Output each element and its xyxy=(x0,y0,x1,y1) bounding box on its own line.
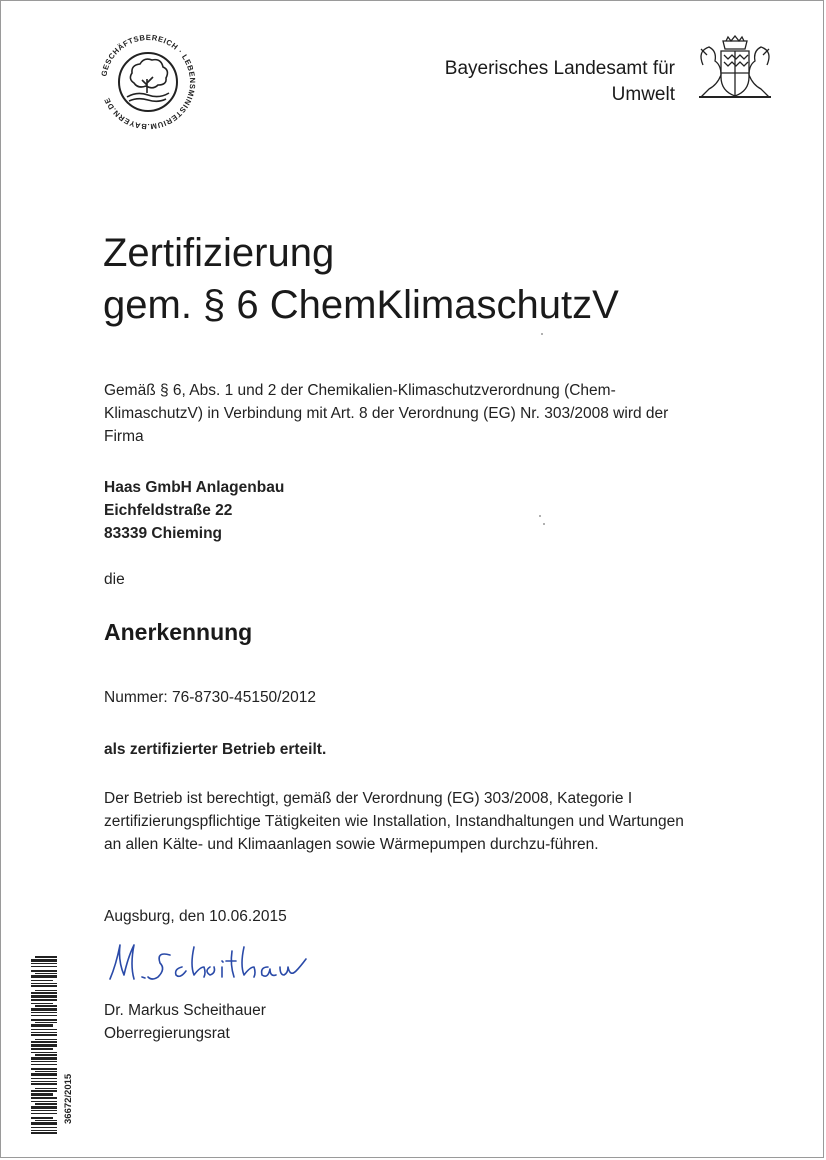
barcode-bar xyxy=(35,1005,57,1007)
barcode-bar xyxy=(31,1019,57,1021)
scan-speck xyxy=(539,515,541,517)
barcode-bar xyxy=(35,956,57,958)
barcode-number: 36672/2015 xyxy=(63,1073,74,1124)
barcode-bar xyxy=(31,995,57,998)
barcode-bar xyxy=(31,980,53,981)
barcode-bar xyxy=(31,1041,57,1043)
barcode-bar xyxy=(31,1081,57,1082)
barcode-bar xyxy=(31,1073,57,1076)
handwritten-signature xyxy=(98,933,308,993)
authority-name xyxy=(445,56,675,108)
barcode-bar xyxy=(35,1120,57,1121)
barcode-bar xyxy=(31,1052,57,1053)
place-and-date: Augsburg, den 10.06.2015 xyxy=(104,908,287,925)
barcode-bar xyxy=(35,973,57,974)
barcode-bar xyxy=(35,990,57,991)
barcode-bar xyxy=(31,966,57,967)
barcode-bar xyxy=(31,1044,57,1047)
barcode-bar xyxy=(35,1088,57,1089)
barcode-bar xyxy=(31,1097,57,1099)
barcode-bar xyxy=(31,1106,57,1109)
barcode-bar xyxy=(31,1101,57,1102)
barcode-bar xyxy=(35,1039,57,1040)
scan-speck xyxy=(543,523,545,525)
title-line-2: gem. § 6 ChemKlimaschutzV xyxy=(103,283,619,327)
company-city: 83339 Chieming xyxy=(104,525,223,542)
barcode-bar xyxy=(31,1127,57,1128)
barcode-bar xyxy=(35,1071,57,1072)
barcode-bar xyxy=(31,1034,57,1036)
barcode-bar xyxy=(31,1130,57,1131)
barcode-bar xyxy=(31,1057,57,1060)
barcode-bar xyxy=(31,1032,57,1033)
barcode-bar xyxy=(31,1015,57,1016)
company-address xyxy=(104,476,284,545)
barcode-bar xyxy=(31,1117,53,1119)
authorization-paragraph: Der Betrieb ist berechtigt, gemäß der Verordnung (EG) 303/2008, Kategorie I zertifizierungspflichtige Tätigkeiten wie Installation, Instandhaltungen und Wartungen an allen Kälte- und Klimaanlagen sowie Wärmepumpen durchzu-führen. xyxy=(104,790,684,853)
barcode-bar xyxy=(31,1093,53,1096)
seal-ring-text: GESCHÄFTSBEREICH · LEBENSMINISTERIUM.BAYERN.DE xyxy=(99,32,198,132)
barcode-bar xyxy=(31,1132,57,1134)
signer-name: Dr. Markus Scheithauer xyxy=(104,1002,266,1019)
signer-title: Oberregierungsrat xyxy=(104,1025,230,1042)
barcode-bar xyxy=(31,1113,57,1114)
barcode-bar xyxy=(31,983,57,984)
barcode-bar xyxy=(31,975,57,978)
barcode-bar xyxy=(31,985,57,987)
title-line-1: Zertifizierung xyxy=(103,231,335,275)
signer-block xyxy=(104,999,266,1045)
tree-icon xyxy=(127,59,169,101)
barcode-bar xyxy=(31,1008,57,1011)
authority-line-1: Bayerisches Landesamt für xyxy=(444,58,675,79)
barcode-bar xyxy=(31,1061,57,1062)
barcode-bar xyxy=(31,1083,57,1085)
barcode-bar xyxy=(31,1029,57,1030)
company-name: Haas GmbH Anlagenbau xyxy=(104,479,285,496)
barcode-bar xyxy=(31,1012,57,1013)
coat-of-arms-icon xyxy=(693,35,777,103)
barcode-bar xyxy=(35,1022,57,1023)
scan-speck xyxy=(541,333,543,335)
barcode-bar xyxy=(35,1103,57,1105)
barcode-bar xyxy=(31,1078,57,1079)
barcode-bar xyxy=(31,963,57,964)
recognition-heading: Anerkennung xyxy=(104,619,253,645)
barcode-bar xyxy=(31,999,57,1001)
barcode-bar xyxy=(31,1110,57,1111)
intro-paragraph: Gemäß § 6, Abs. 1 und 2 der Chemikalien-Klimaschutzverordnung (Chem-KlimaschutzV) in Verbindung mit Art. 8 der Verordnung (EG) Nr. 303/2008 wird der Firma xyxy=(104,382,669,445)
ministry-seal-logo xyxy=(93,27,203,137)
authority-line-2: Umwelt xyxy=(611,84,675,105)
barcode-bar xyxy=(31,1064,57,1065)
certified-statement: als zertifizierter Betrieb erteilt. xyxy=(104,741,327,758)
barcode xyxy=(31,956,57,1134)
company-street: Eichfeldstraße 22 xyxy=(104,502,233,519)
barcode-bar xyxy=(31,1068,57,1070)
barcode-bar xyxy=(31,1090,57,1092)
barcode-bar xyxy=(31,970,57,972)
certificate-title xyxy=(103,227,619,331)
certificate-number: Nummer: 76-8730-45150/2012 xyxy=(104,689,316,706)
barcode-bar xyxy=(31,1003,53,1004)
barcode-bar xyxy=(35,1054,57,1056)
connector-text: die xyxy=(104,571,125,588)
barcode-bar xyxy=(31,959,57,962)
barcode-bar xyxy=(31,1122,57,1125)
barcode-bar xyxy=(31,1048,53,1050)
barcode-bar xyxy=(31,1024,53,1027)
barcode-bar xyxy=(31,992,57,994)
